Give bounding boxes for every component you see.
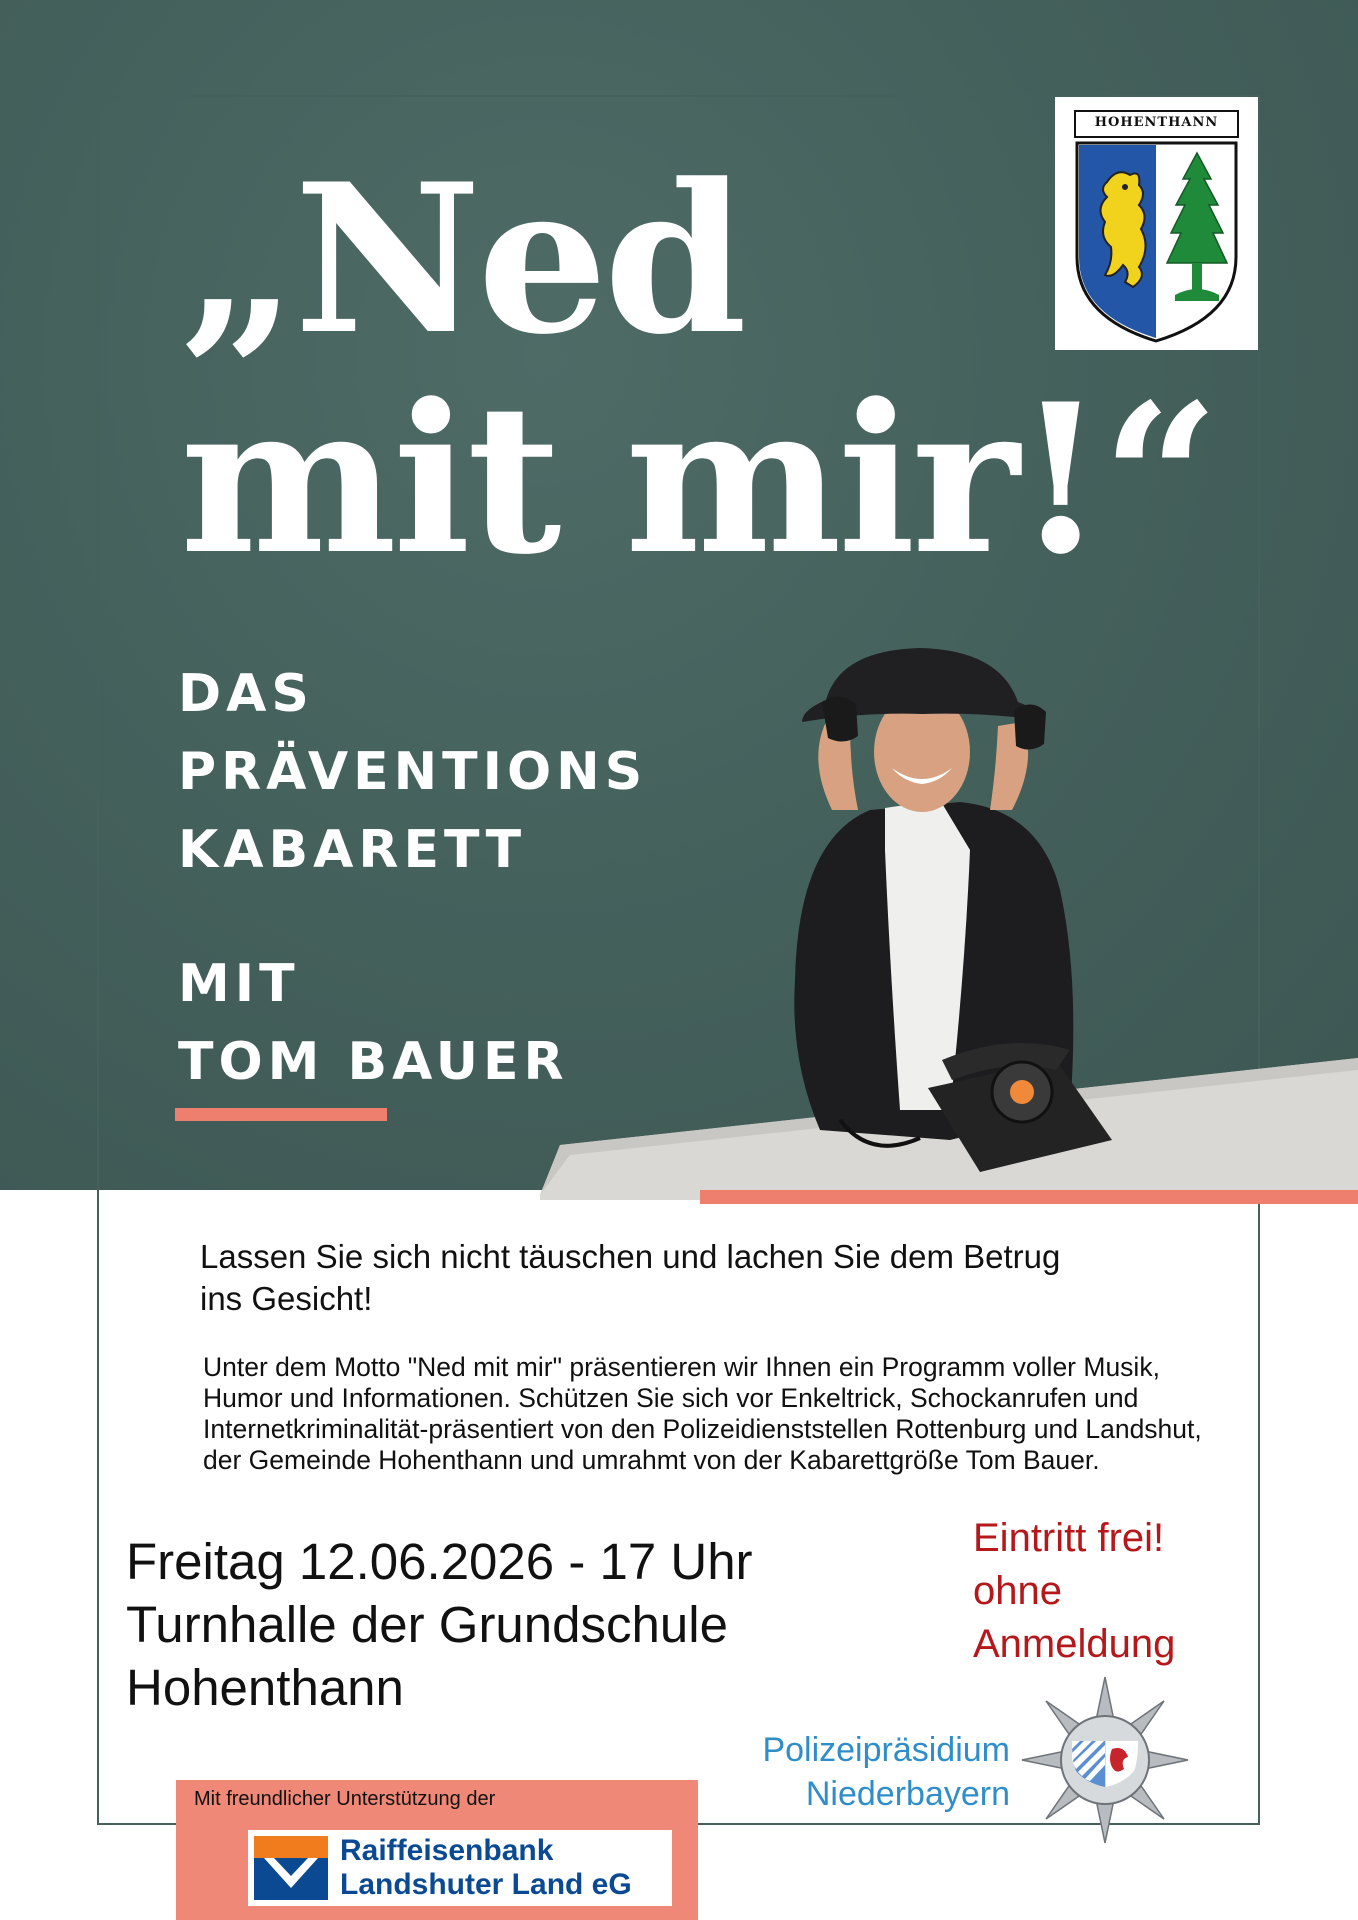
bank-name-line-1: Raiffeisenbank — [340, 1834, 554, 1867]
title-line-2: mit mir!“ — [180, 360, 1216, 600]
subtitle-line-1: DAS — [178, 664, 314, 724]
byline — [178, 945, 569, 1101]
admission-line-3: Anmeldung — [973, 1622, 1176, 1666]
police-name-line-1: Polizeipräsidium — [762, 1731, 1010, 1769]
subtitle-line-2: PRÄVENTIONS — [178, 742, 648, 802]
raiffeisen-logo-icon — [254, 1836, 328, 1900]
performer-photo — [540, 640, 1358, 1200]
sponsor-panel — [176, 1780, 698, 1920]
police-name-line-2: Niederbayern — [805, 1775, 1010, 1813]
admission-line-1: Eintritt frei! — [973, 1516, 1165, 1560]
bank-name — [340, 1834, 632, 1902]
admission-line-2: ohne — [973, 1569, 1062, 1613]
byline-line-1: MIT — [178, 954, 300, 1014]
bank-name-line-2: Landshuter Land eG — [340, 1868, 632, 1901]
description-text: Unter dem Motto "Ned mit mir" präsentieren wir Ihnen ein Programm voller Musik, Humor und Informationen. Schützen Sie sich vor Enkeltrick, Schockanrufen und Internetkriminalität-präsentiert von den Polizeidienststellen Rottenburg und Landshut, der Gemeinde Hohenthann und umrahmt von der Kabarettgröße Tom Bauer. — [203, 1352, 1202, 1475]
event-date-time: Freitag 12.06.2026 - 17 Uhr — [126, 1533, 753, 1590]
coat-of-arms-icon — [1055, 97, 1258, 350]
event-venue-line-1: Turnhalle der Grundschule — [126, 1596, 728, 1653]
crest-label: HOHENTHANN — [1094, 115, 1219, 130]
subtitle-line-3: KABARETT — [178, 820, 527, 880]
lead-text: Lassen Sie sich nicht täuschen und lachen Sie dem Betrug ins Gesicht! — [200, 1238, 1061, 1317]
bank-logo-panel — [248, 1830, 672, 1906]
police-star-icon — [1020, 1675, 1190, 1845]
event-venue-line-2: Hohenthann — [126, 1659, 404, 1716]
accent-strip — [700, 1190, 1358, 1204]
sponsor-text: Mit freundlicher Unterstützung der — [194, 1788, 496, 1810]
accent-underline — [175, 1108, 387, 1121]
police-name — [700, 1728, 1010, 1816]
event-details — [126, 1530, 906, 1719]
municipal-crest — [1055, 97, 1258, 350]
byline-line-2: TOM BAUER — [178, 1032, 569, 1092]
admission-note — [973, 1512, 1233, 1671]
title-line-1: „Ned — [180, 140, 744, 380]
